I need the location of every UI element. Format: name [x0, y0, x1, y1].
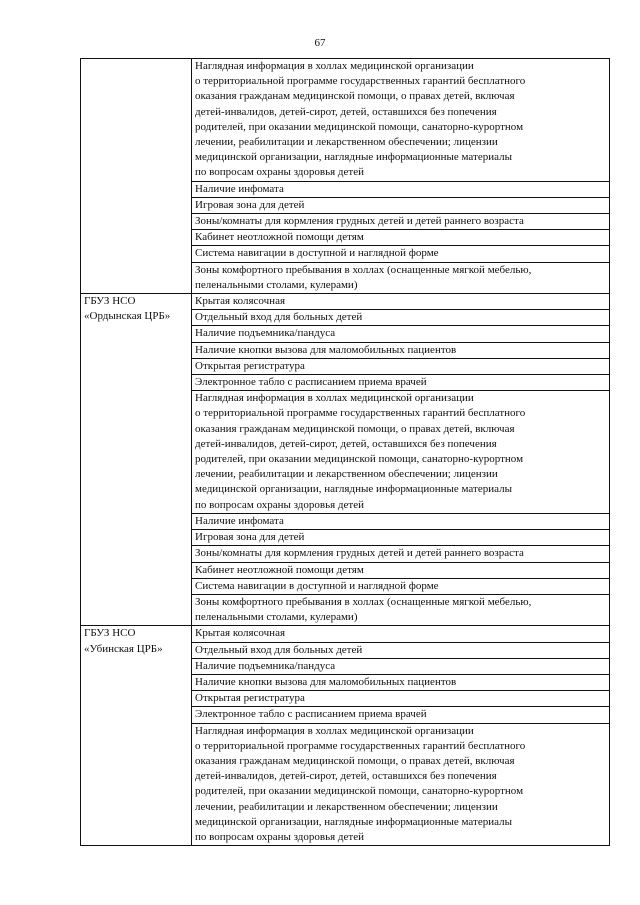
facility-item-line: родителей, при оказании медицинской помощи, санаторно-курортном: [195, 120, 524, 133]
facility-item-cell: [192, 246, 610, 262]
facility-item-line: Электронное табло с расписанием приема врачей: [195, 376, 427, 389]
facility-item-line: родителей, при оказании медицинской помощи, санаторно-курортном: [195, 785, 524, 798]
facility-item-line: оказания гражданам медицинской помощи, о правах детей, включая: [195, 754, 515, 767]
facility-item-line: о территориальной программе государственных гарантий бесплатного: [195, 75, 526, 88]
facility-item-cell: [192, 214, 610, 230]
facility-item-line: Наличие инфомата: [195, 514, 284, 527]
facility-item-line: Наличие кнопки вызова для маломобильных пациентов: [195, 675, 457, 688]
facility-item-line: о территориальной программе государственных гарантий бесплатного: [195, 739, 526, 752]
facility-item-cell: [192, 294, 610, 310]
facility-item-cell: [192, 562, 610, 578]
facility-item-line: медицинской организации, наглядные информационные материалы: [195, 815, 512, 828]
facility-item-cell: [192, 723, 610, 846]
facility-item-line: Наличие инфомата: [195, 182, 284, 195]
facility-item-cell: [192, 707, 610, 723]
facility-item-cell: [192, 391, 610, 514]
facility-item-line: Наличие подъемника/пандуса: [195, 659, 336, 672]
facility-item-cell: [192, 230, 610, 246]
facility-item-cell: [192, 310, 610, 326]
table-body: [81, 59, 610, 846]
facility-item-line: о территориальной программе государственных гарантий бесплатного: [195, 407, 526, 420]
facility-item-cell: [192, 59, 610, 182]
facility-item-line: Зоны/комнаты для кормления грудных детей и детей раннего возраста: [195, 215, 524, 228]
facility-item-line: Система навигации в доступной и наглядной форме: [195, 247, 439, 260]
facility-item-cell: [192, 674, 610, 690]
facility-item-cell: [192, 197, 610, 213]
facility-item-line: Кабинет неотложной помощи детям: [195, 231, 364, 244]
facility-item-line: Открытая регистратура: [195, 692, 305, 705]
facility-item-line: Крытая колясочная: [195, 295, 286, 308]
facility-item-line: пеленальными столами, кулерами): [195, 611, 358, 624]
facility-item-cell: [192, 546, 610, 562]
facility-item-line: Система навигации в доступной и наглядной форме: [195, 579, 439, 592]
facilities-table: [80, 58, 610, 846]
facility-item-line: оказания гражданам медицинской помощи, о правах детей, включая: [195, 90, 515, 103]
facility-item-cell: [192, 578, 610, 594]
facility-item-cell: [192, 513, 610, 529]
facility-item-cell: [192, 358, 610, 374]
facility-item-line: лечении, реабилитации и лекарственном обеспечении; лицензии: [195, 468, 498, 481]
facility-item-line: по вопросам охраны здоровья детей: [195, 166, 364, 179]
facility-item-line: пеленальными столами, кулерами): [195, 278, 358, 291]
facility-item-line: детей-инвалидов, детей-сирот, детей, оставшихся без попечения: [195, 770, 497, 783]
facility-item-line: Наличие кнопки вызова для маломобильных пациентов: [195, 343, 457, 356]
facility-item-line: Зоны/комнаты для кормления грудных детей и детей раннего возраста: [195, 547, 524, 560]
facility-item-cell: [192, 530, 610, 546]
table-row: [81, 626, 610, 642]
organization-cell: ГБУЗ НСО «Ордынская ЦРБ»: [81, 294, 192, 626]
table-row: [81, 294, 610, 310]
facility-item-line: оказания гражданам медицинской помощи, о правах детей, включая: [195, 422, 515, 435]
organization-cell: ГБУЗ НСО «Убинская ЦРБ»: [81, 626, 192, 846]
facility-item-line: детей-инвалидов, детей-сирот, детей, оставшихся без попечения: [195, 105, 497, 118]
facility-item-line: родителей, при оказании медицинской помощи, санаторно-курортном: [195, 453, 524, 466]
facility-item-line: Наличие подъемника/пандуса: [195, 327, 336, 340]
facility-item-line: по вопросам охраны здоровья детей: [195, 498, 364, 511]
facility-item-line: Наглядная информация в холлах медицинской организации: [195, 60, 474, 72]
organization-cell: [81, 59, 192, 294]
facility-item-line: детей-инвалидов, детей-сирот, детей, оставшихся без попечения: [195, 437, 497, 450]
facility-item-line: медицинской организации, наглядные информационные материалы: [195, 151, 512, 164]
facility-item-line: Отдельный вход для больных детей: [195, 643, 363, 656]
facility-item-line: Игровая зона для детей: [195, 198, 305, 211]
facility-item-line: лечении, реабилитации и лекарственном обеспечении; лицензии: [195, 136, 498, 149]
facility-item-line: Зоны комфортного пребывания в холлах (оснащенные мягкой мебелью,: [195, 595, 532, 608]
facility-item-line: Электронное табло с расписанием приема врачей: [195, 708, 427, 721]
facility-item-line: медицинской организации, наглядные информационные материалы: [195, 483, 512, 496]
table-row: [81, 59, 610, 182]
facility-item-line: Наглядная информация в холлах медицинской организации: [195, 724, 474, 737]
facility-item-line: по вопросам охраны здоровья детей: [195, 830, 364, 843]
facility-item-line: Крытая колясочная: [195, 627, 286, 640]
facility-item-cell: [192, 326, 610, 342]
facility-item-line: Зоны комфортного пребывания в холлах (оснащенные мягкой мебелью,: [195, 263, 532, 276]
facility-item-line: Кабинет неотложной помощи детям: [195, 563, 364, 576]
facility-item-cell: [192, 181, 610, 197]
facility-item-line: Отдельный вход для больных детей: [195, 311, 363, 324]
facility-item-cell: [192, 342, 610, 358]
page-number: 67: [314, 37, 326, 49]
facility-item-line: лечении, реабилитации и лекарственном обеспечении; лицензии: [195, 800, 498, 813]
facility-item-cell: [192, 626, 610, 642]
facility-item-cell: [192, 691, 610, 707]
facility-item-cell: [192, 262, 610, 293]
facility-item-line: Игровая зона для детей: [195, 531, 305, 544]
facility-item-cell: [192, 642, 610, 658]
facility-item-cell: [192, 375, 610, 391]
facility-item-cell: [192, 658, 610, 674]
facility-item-line: Наглядная информация в холлах медицинской организации: [195, 392, 474, 405]
facility-item-line: Открытая регистратура: [195, 359, 305, 372]
facility-item-cell: [192, 594, 610, 625]
